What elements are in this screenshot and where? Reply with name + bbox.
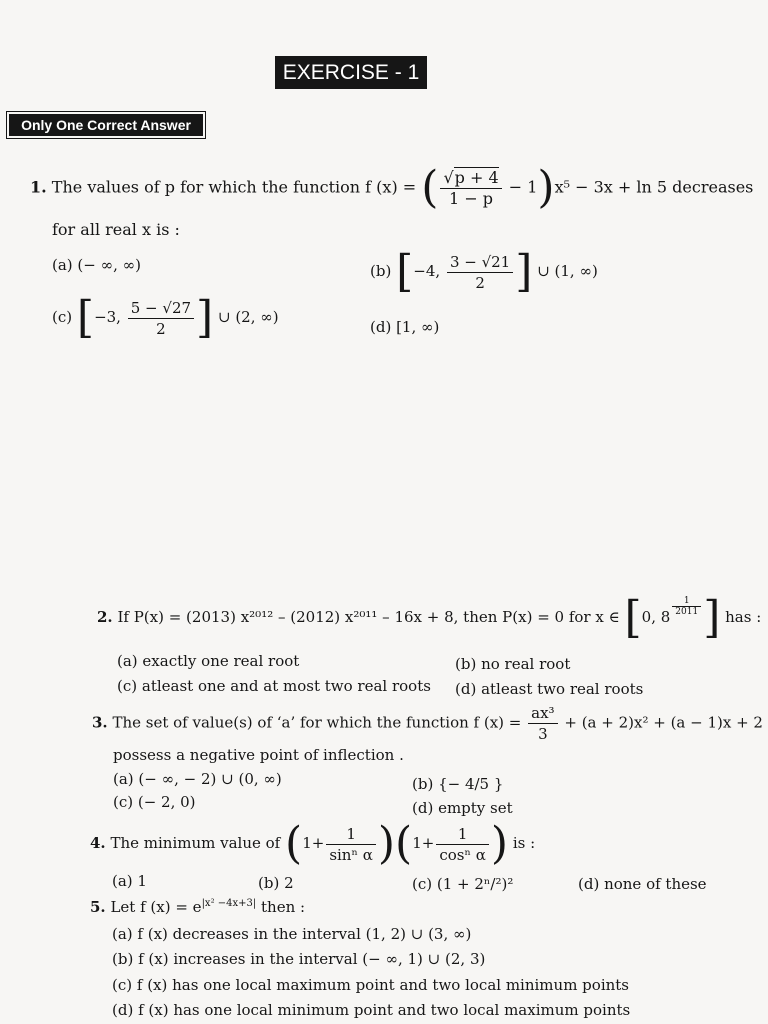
question-4-stem-a: The minimum value of xyxy=(110,834,281,852)
q3-fraction xyxy=(528,703,557,744)
q4-f1-pre: 1+ xyxy=(302,834,325,852)
q1-option-c-den: 2 xyxy=(156,319,166,338)
q4-fraction-2 xyxy=(436,824,489,865)
q3-option-b[interactable]: (b) {− 4/5 } xyxy=(412,775,504,793)
question-4-number: 4. xyxy=(90,834,106,852)
q2-exp-num: 1 xyxy=(672,596,701,607)
question-3-stem xyxy=(92,703,763,744)
q1-option-a[interactable]: (a) (− ∞, ∞) xyxy=(52,256,141,274)
q4-f2-den: cosⁿ α xyxy=(439,845,486,864)
q5-option-b[interactable]: (b) f (x) increases in the interval (− ∞, 1) ∪ (2, 3) xyxy=(112,950,486,968)
q5-option-c[interactable]: (c) f (x) has one local maximum point and two local minimum points xyxy=(112,976,630,994)
q1-option-b-pre: −4, xyxy=(413,262,441,280)
q4-option-d[interactable]: (d) none of these xyxy=(578,875,707,893)
q4-f2-num: 1 xyxy=(436,824,489,845)
q1-option-c[interactable]: (c) [−3, $\frac{5 - √27}{2}$ ] ∪ (2, ∞) xyxy=(52,292,279,343)
q1-frac-den: 1 − p xyxy=(449,188,494,208)
q1-option-c-num: 5 − √27 xyxy=(128,298,194,319)
q2-option-a[interactable]: (a) exactly one real root xyxy=(117,652,300,670)
q1-option-b[interactable]: (b) [−4, $\frac{3 - √21}{2}$ ] ∪ (1, ∞) xyxy=(370,246,598,297)
q1-option-b-fraction xyxy=(447,252,513,293)
q2-option-b[interactable]: (b) no real root xyxy=(455,655,571,673)
q1-option-b-post: ∪ (1, ∞) xyxy=(537,262,598,280)
q4-f1-den: sinⁿ α xyxy=(329,845,373,864)
q3-option-c[interactable]: (c) (− 2, 0) xyxy=(113,793,196,811)
q2-interval-pre: 0, 8 xyxy=(641,608,671,626)
q1-option-c-pre: −3, xyxy=(94,308,121,326)
q5-exponent: |x² −4x+3| xyxy=(201,898,257,909)
exercise-title: EXERCISE - 1 xyxy=(275,56,427,89)
section-badge xyxy=(6,111,206,139)
question-3-number: 3. xyxy=(92,713,108,732)
question-1-number: 1. xyxy=(30,177,47,197)
question-1-stem xyxy=(30,162,754,213)
question-2-stem: 2. If P(x) = (2013) x²⁰¹² – (2012) x²⁰¹¹ – 16x + 8, then P(x) = 0 for x ∈ [0, 8 $\frac{1}{2011}$ ] has : xyxy=(97,592,762,643)
q1-option-b-num: 3 − √21 xyxy=(447,252,513,273)
q4-option-b[interactable]: (b) 2 xyxy=(258,874,294,892)
q5-option-d[interactable]: (d) f (x) has one local minimum point and two local maximum points xyxy=(112,1001,631,1019)
question-5-number: 5. xyxy=(90,898,106,916)
q4-option-a[interactable]: (a) 1 xyxy=(112,872,147,890)
q1-option-b-den: 2 xyxy=(475,273,485,292)
question-4-stem-b: is : xyxy=(512,834,536,852)
q4-f2-pre: 1+ xyxy=(412,834,435,852)
question-5-stem xyxy=(90,898,305,916)
q1-option-c-fraction xyxy=(128,298,194,339)
question-2-stem-a: If P(x) = (2013) x²⁰¹² – (2012) x²⁰¹¹ – 16x + 8, then P(x) = 0 for x ∈ xyxy=(117,608,620,626)
question-2-stem-b: has : xyxy=(725,608,762,626)
question-4-stem: 4. The minimum value of (1+ $\frac{1}{\text{sinⁿ α}}$ )(1+ $\frac{1}{\text{cosⁿ α}}$ ) is : xyxy=(90,818,536,869)
q4-fraction-1 xyxy=(326,824,376,865)
section-badge-label: Only One Correct Answer xyxy=(9,114,203,136)
question-2-number: 2. xyxy=(97,608,113,626)
q1-paren-close: ) xyxy=(537,162,555,213)
q5-option-a[interactable]: (a) f (x) decreases in the interval (1, 2) ∪ (3, ∞) xyxy=(112,925,472,943)
q2-option-c[interactable]: (c) atleast one and at most two real roots xyxy=(117,677,431,695)
q1-option-c-label: (c) xyxy=(52,308,73,326)
question-1-stem-a: The values of p for which the function f (x) = xyxy=(51,177,417,197)
q3-frac-num: ax³ xyxy=(528,703,557,724)
question-3-stem-a: The set of value(s) of ‘a’ for which the function f (x) = xyxy=(112,713,522,732)
q1-option-d[interactable]: (d) [1, ∞) xyxy=(370,318,440,336)
question-5-stem-b: then : xyxy=(261,898,306,916)
q4-f1-num: 1 xyxy=(326,824,376,845)
question-3-stem-b: + (a + 2)x² + (a − 1)x + 2 xyxy=(564,713,763,732)
question-5-stem-a: Let f (x) = e xyxy=(110,898,202,916)
q2-option-d[interactable]: (d) atleast two real roots xyxy=(455,680,644,698)
q3-option-a[interactable]: (a) (− ∞, − 2) ∪ (0, ∞) xyxy=(113,770,282,788)
q1-option-c-post: ∪ (2, ∞) xyxy=(217,308,279,326)
q3-option-d[interactable]: (d) empty set xyxy=(412,799,513,817)
q3-frac-den: 3 xyxy=(538,725,548,743)
q1-stem-b: − 1 xyxy=(508,177,538,197)
question-1-stem-line2: for all real x is : xyxy=(52,220,180,239)
question-3-stem-line2: possess a negative point of inflection . xyxy=(113,746,404,764)
q2-exp-den: 2011 xyxy=(675,607,699,617)
q4-option-c[interactable]: (c) (1 + 2ⁿ/²)² xyxy=(412,875,514,893)
q1-option-b-label: (b) xyxy=(370,262,392,280)
q1-paren-open: ( xyxy=(421,162,439,213)
q1-fraction: $\frac{√p + 4}{1 - p}$ xyxy=(440,168,501,209)
q2-exponent-fraction xyxy=(672,596,701,617)
q1-frac-num: p + 4 xyxy=(454,167,499,187)
q1-stem-c: x⁵ − 3x + ln 5 decreases xyxy=(554,177,754,197)
